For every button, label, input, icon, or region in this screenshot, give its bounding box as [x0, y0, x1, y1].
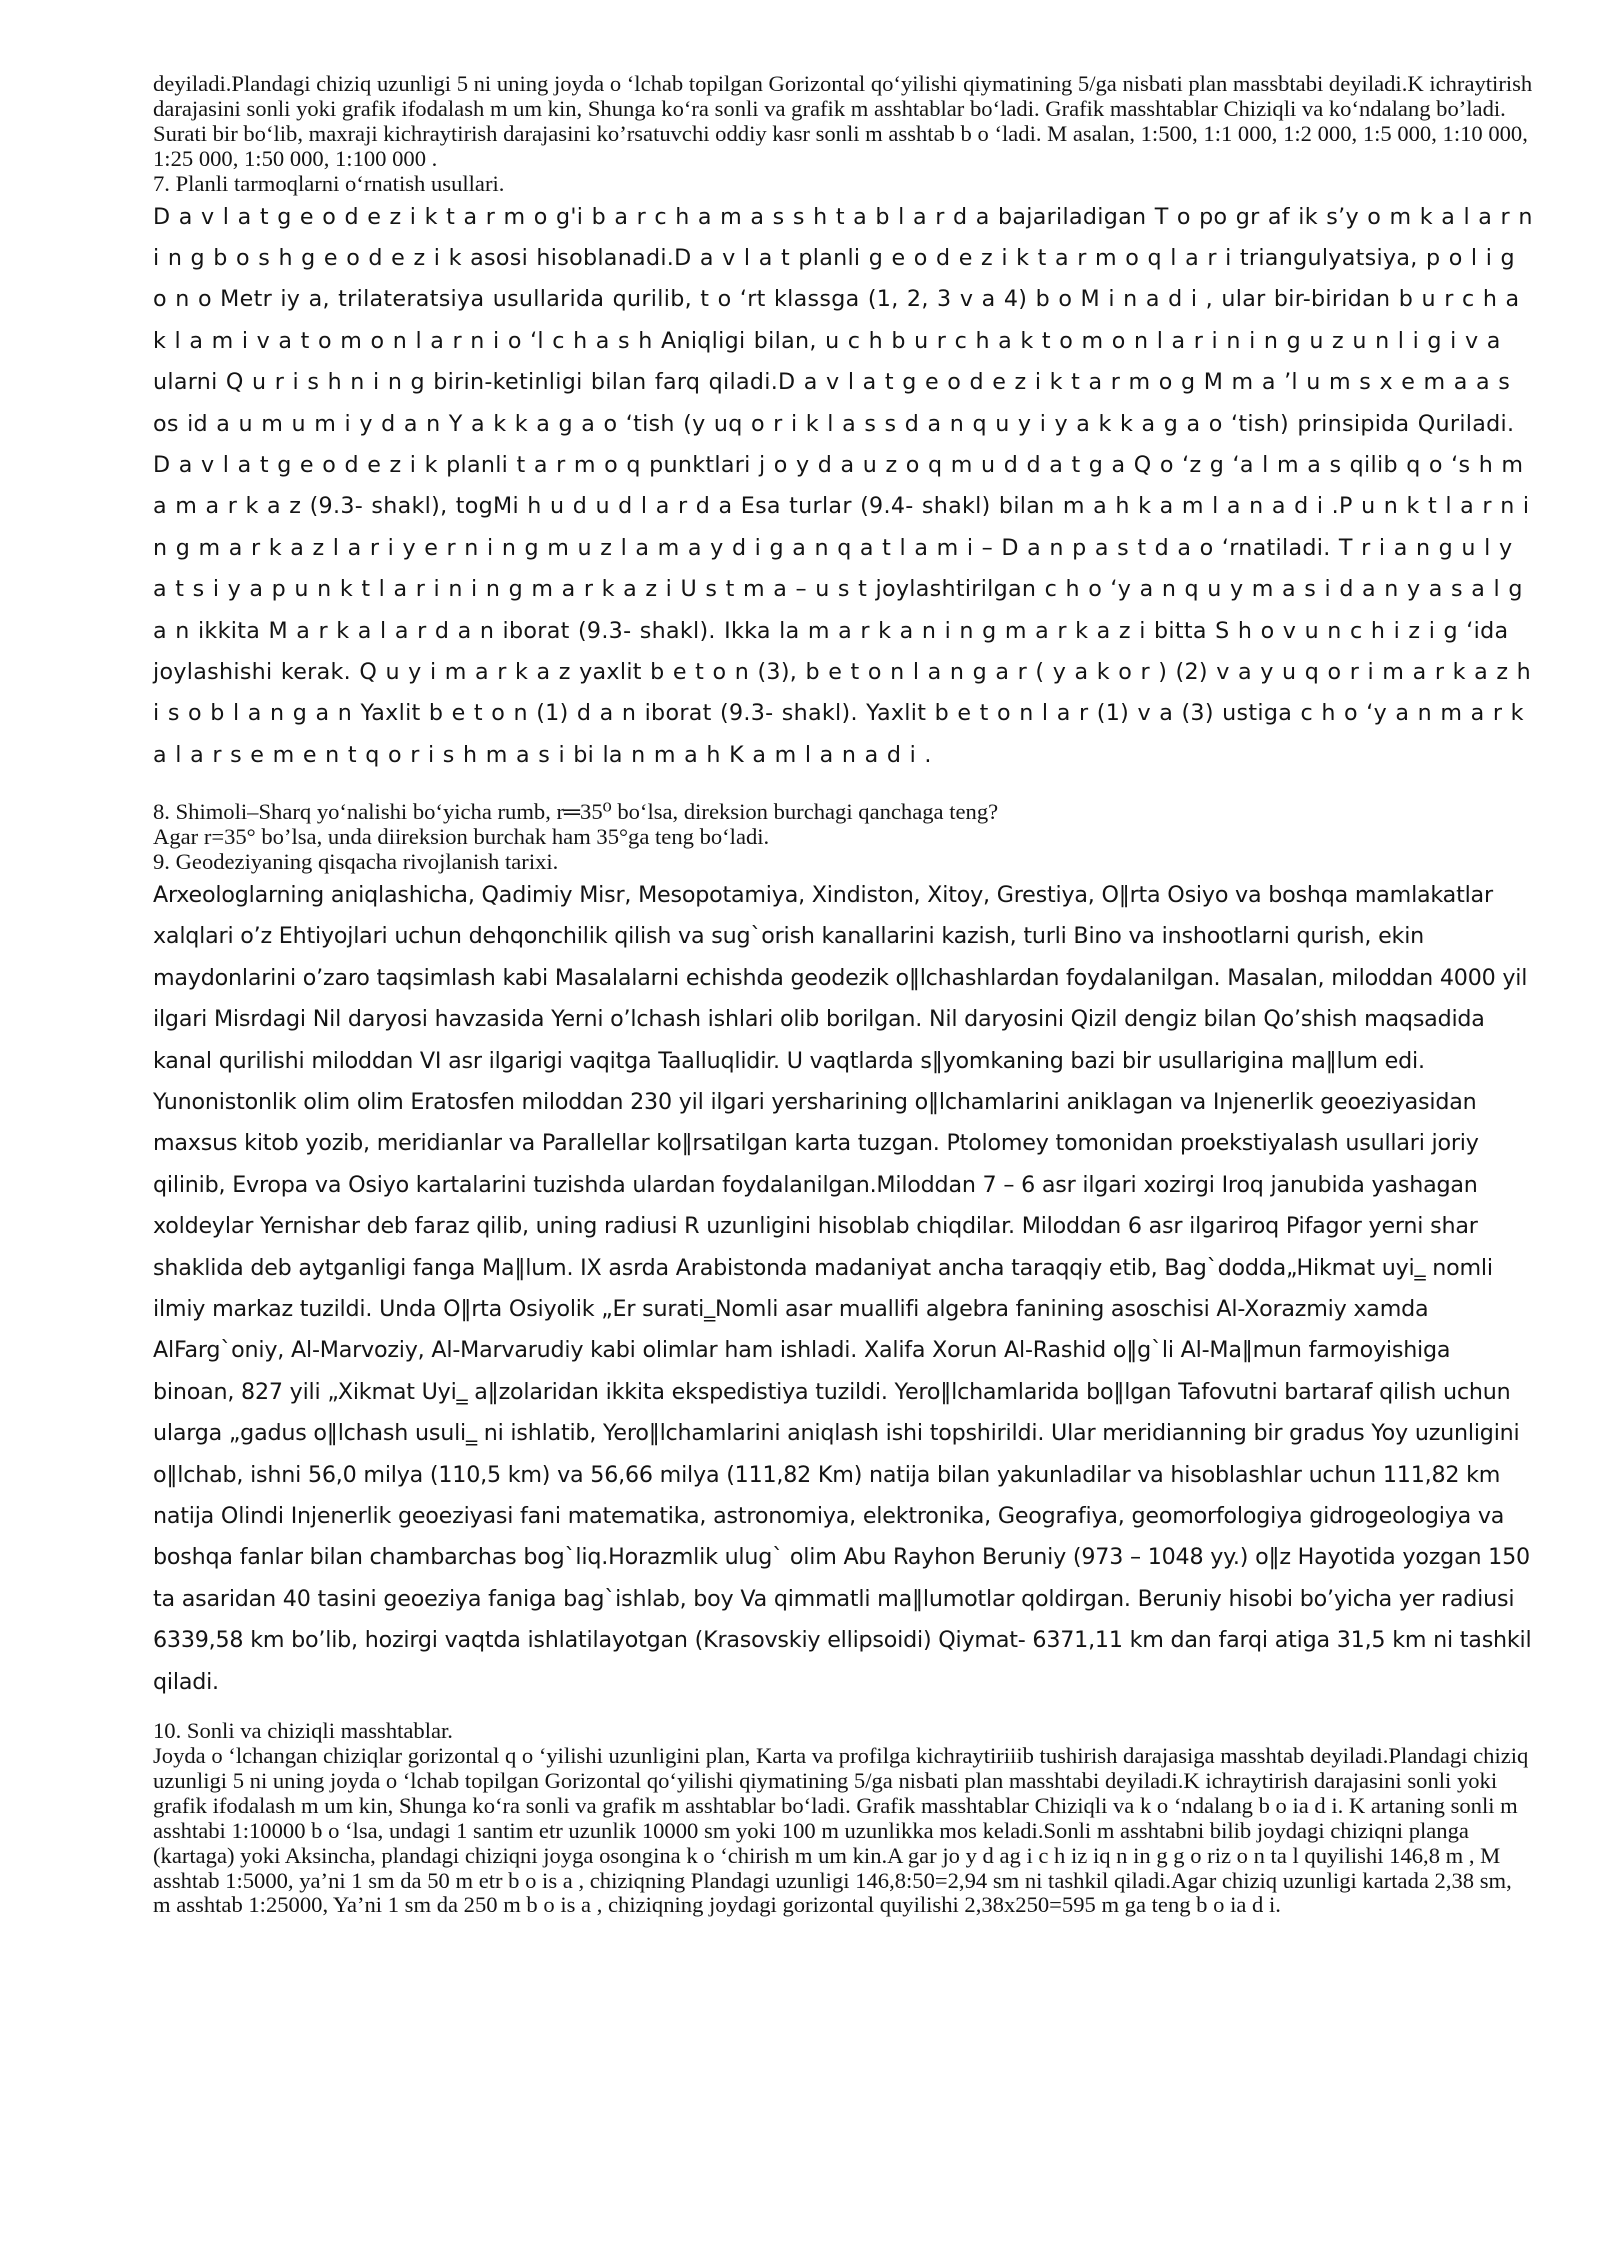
section-10-body: Joyda o ‘lchangan chiziqlar gorizontal q o ‘yilishi uzunligini plan, Karta va profilga kichraytiriiib tushirish darajasiga masshtab deyiladi.Plandagi chiziq uzunligi 5 ni uning joyda o ‘lchab topilgan Gorizontal qo‘yilishi qiymatining 5/ga nisbati plan masshtabi deyiladi.K ichraytirish darajasini sonli yoki grafik ifodalash m um kin, Shunga ko‘ra sonli va grafik m asshtablar bo‘ladi. Grafik masshtablar Chiziqli va k o ‘ndalang b o ia d i. K artaning sonli m asshtabi 1:10000 b o ‘lsa, undagi 1 santim etr uzunlik 10000 sm yoki 100 m uzunlikka mos keladi.Sonli m asshtabni bilib joydagi chiziqni planga (kartaga) yoki Aksincha, plandagi chiziqni joyga osongina k o ‘chirish m um kin.A gar jo y d ag i c h iz iq n in g g o riz o n ta l quyilishi 146,8 m , M asshtab 1:5000, ya’ni 1 sm da 50 m etr b o is a , chiziqning Plandagi uzunligi 146,8:50=2,94 sm ni tashkil qiladi.Agar chiziq uzunligi kartada 2,38 sm, m asshtab 1:25000, Ya’ni 1 sm da 250 m b o is a , chiziqning joydagi gorizontal quyilishi 2,38x250=595 m ga teng b o ia d i.: [153, 1742, 1529, 1918]
spacer: [153, 776, 1533, 800]
section-10-heading: 10. Sonli va chiziqli masshtablar.: [153, 1718, 453, 1744]
paragraph-scale-definition: deyiladi.Plandagi chiziq uzunligi 5 ni uning joyda o ‘lchab topilgan Gorizontal qo‘yilishi qiymatining 5/ga nisbati plan massbtabi deyiladi.K ichraytirish darajasini sonli yoki grafik ifodalash m um kin, Shunga ko‘ra sonli va grafik m asshtablar bo‘ladi. Grafik masshtablar Chiziqli va ko‘ndalang bo’ladi. Surati bir bo‘lib, maxraji kichraytirish darajasini ko’rsatuvchi oddiy kasr sonli m asshtab b o ‘ladi. M asalan, 1:500, 1:1 000, 1:2 000, 1:5 000, 1:10 000, 1:25 000, 1:50 000, 1:100 000 .: [153, 71, 1533, 171]
section-7-heading: 7. Planli tarmoqlarni o‘rnatish usullari.: [153, 170, 505, 196]
section-8-question: 8. Shimoli–Sharq yo‘nalishi bo‘yicha rumb, r═35⁰ bo‘lsa, direksion burchagi qanchaga teng?: [153, 799, 999, 825]
section-9-heading: 9. Geodeziyaning qisqacha rivojlanish tarixi.: [153, 849, 559, 875]
section-8-answer: Agar r=35° bo’lsa, unda diireksion burchak ham 35°ga teng bo‘ladi.: [153, 824, 770, 850]
section-9-body: Arxeologlarning aniqlashicha, Qadimiy Misr, Mesopotamiya, Xindiston, Xitoy, Grestiya, O‖rta Osiyo va boshqa mamlakatlar xalqlari o’z Ehtiyojlari uchun dehqonchilik qilish va sug`orish kanallarini kazish, turli Bino va inshootlarni qurish, ekin maydonlarini o’zaro taqsimlash kabi Masalalarni echishda geodezik o‖lchashlardan foydalanilgan. Masalan, miloddan 4000 yil ilgari Misrdagi Nil daryosi havzasida Yerni o’lchash ishlari olib borilgan. Nil daryosini Qizil dengiz bilan Qo’shish maqsadida kanal qurilishi miloddan VI asr ilgarigi vaqitga Taalluqlidir. U vaqtlarda s‖yomkaning bazi bir usullarigina ma‖lum edi. Yunonistonlik olim olim Eratosfen miloddan 230 yil ilgari yersharining o‖lchamlarini aniklagan va Injenerlik geoeziyasidan maxsus kitob yozib, meridianlar va Parallellar ko‖rsatilgan karta tuzgan. Ptolomey tomonidan proekstiyalash usullari joriy qilinib, Evropa va Osiyo kartalarini tuzishda ulardan foydalanilgan.Miloddan 7 – 6 asr ilgari xozirgi Iroq janubida yashagan xoldeylar Yernishar deb faraz qilib, uning radiusi R uzunligini hisoblab chiqdilar. Miloddan 6 asr ilgariroq Pifagor yerni shar shaklida deb aytganligi fanga Ma‖lum. IX asrda Arabistonda madaniyat ancha taraqqiy etib, Bag`dodda„Hikmat uyi‗ nomli ilmiy markaz tuzildi. Unda O‖rta Osiyolik „Er surati‗Nomli asar muallifi algebra fanining asoschisi Al-Xorazmiy xamda AlFarg`oniy, Al-Marvoziy, Al-Marvarudiy kabi olimlar ham ishladi. Xalifa Xorun Al-Rashid o‖g`li Al-Ma‖mun farmoyishiga binoan, 827 yili „Xikmat Uyi‗ a‖zolaridan ikkita ekspedistiya tuzildi. Yero‖lchamlarida bo‖lgan Tafovutni bartaraf qilish uchun ularga „gadus o‖lchash usuli‗ ni ishlatib, Yero‖lchamlarini aniqlash ishi topshirildi. Ular meridianning bir gradus Yoy uzunligini o‖lchab, ishni 56,0 milya (110,5 km) va 56,66 milya (111,82 Km) natija bilan yakunladilar va hisoblashlar uchun 111,82 km natija Olindi Injenerlik geoeziyasi fani matematika, astronomiya, elektronika, Geografiya, geomorfologiya gidrogeologiya va boshqa fanlar bilan chambarchas bog`liq.Horazmlik ulug` olim Abu Rayhon Beruniy (973 – 1048 yy.) o‖z Hayotida yozgan 150 ta asaridan 40 tasini geoeziya faniga bag`ishlab, boy Va qimmatli ma‖lumotlar qoldirgan. Beruniy hisobi bo’yicha yer radiusi 6339,58 km bo’lib, hozirgi vaqtda ishlatilayotgan (Krasovskiy ellipsoidi) Qiymat- 6371,11 km dan farqi atiga 31,5 km ni tashkil qiladi.: [153, 881, 1532, 1695]
section-7-body: D a v l a t g e o d e z i k t a r m o g'i b a r c h a m a s s h t a b l a r d a bajariladigan T o po gr af ik s’y o m k a l a r n i n g b o s h g e o d e z i k asosi hisoblanadi.D a v l a t planli g e o d e z i k t a r m o q l a r i triangulyatsiya, p o l i g o n o Metr iy a, trilateratsiya usullarida qurilib, t o ‘rt klassga (1, 2, 3 v a 4) b o M i n a d i , ular bir-biridan b u r c h a k l a m i v a t o m o n l a r n i o ‘l c h a s h Aniqligi bilan, u c h b u r c h a k t o m o n l a r i n i n g u z u n l i g i v a ularni Q u r i s h n i n g birin-ketinligi bilan farq qiladi.D a v l a t g e o d e z i k t a r m o g M m a ’l u m s x e m a a s os id a u m u m i y d a n Y a k k a g a o ‘tish (y uq o r i k l a s s d a n q u y i y a k k a g a o ‘tish) prinsipida Quriladi. D a v l a t g e o d e z i k planli t a r m o q punktlari j o y d a u z o q m u d d a t g a Q o ‘z g ‘a l m a s qilib q o ‘s h m a m a r k a z (9.3- shakl), togMi h u d u d l a r d a Esa turlar (9.4- shakl) bilan m a h k a m l a n a d i .P u n k t l a r n i n g m a r k a z l a r i y e r n i n g m u z l a m a y d i g a n q a t l a m i – D a n p a s t d a o ‘rnatiladi. T r i a n g u l y a t s i y a p u n k t l a r i n i n g m a r k a z i U s t m a – u s t joylashtirilgan c h o ‘y a n q u y m a s i d a n y a s a l g a n ikkita M a r k a l a r d a n iborat (9.3- shakl). Ikka la m a r k a n i n g m a r k a z i bitta S h o v u n c h i z i g ‘ida joylashishi kerak. Q u y i m a r k a z yaxlit b e t o n (3), b e t o n l a n g a r ( y a k o r ) (2) v a y u q o r i m a r k a z h i s o b l a n g a n Yaxlit b e t o n (1) d a n iborat (9.3- shakl). Yaxlit b e t o n l a r (1) v a (3) ustiga c h o ‘y a n m a r k a l a r s e m e n t q o r i s h m a s i bi la n m a h K a m l a n a d i .: [153, 203, 1533, 768]
document-page: [153, 72, 1533, 1918]
spacer: [153, 1703, 1533, 1719]
